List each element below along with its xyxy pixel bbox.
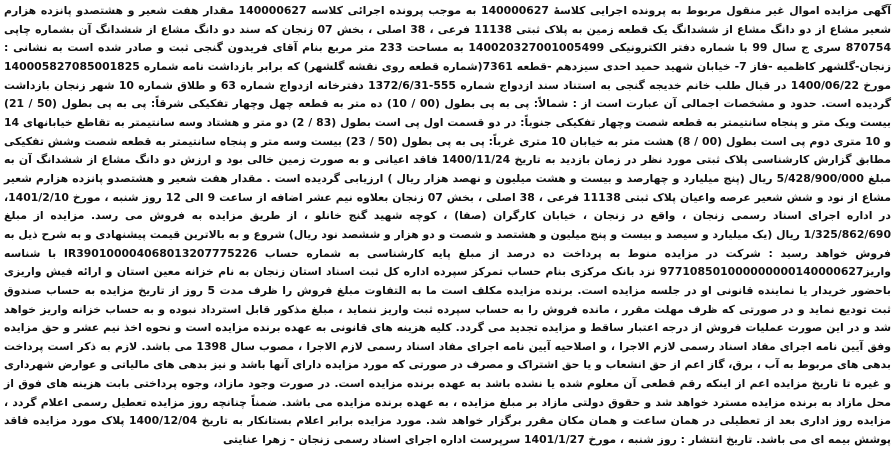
auction-notice: [4, 2, 891, 469]
notice-body: آگهی مزایده اموال غیر منقول مربوط به پرونده اجرایی کلاسهٔ 140000627 به موجب پرونده اجرائی کلاسه 140000627 مقدار هفت شعیر و هشتصدو پانزده هزارم شعیر مشاع از دو دانگ مشاع از ششدانگ یک قطعه زمین به پلاک ثبتی 11138 فرعی ، 38 اصلی ، بخش 07 زنجان که سند دو دانگ مشاع از ششدانگ آن بشماره چاپی 870754 سری ج سال 99 با شماره دفتر الکترونیکی 140020327001005499 به مساحت 233 متر مربع بنام آقای فریدون گنجی ثبت و صادر شده است به نشانی : زنجان-گلشهر کاظمیه -فاز 7- خیابان شهید حمید احدی سیزدهم -قطعه 7361(شماره قطعه روی نقشه گلشهر) که برابر بازداشت نامه شماره 140005827085001825 مورخ 1400/06/22 در قبال طلب خانم خدیجه گنجی به استناد سند ازدواج شماره 555-1372/6/31 دفترخانه ازدواج شماره 63 و طلاق شماره 10 شهر زنجان بازداشت گردیده است. حدود و مشخصات اجمالی آن عبارت است از : شمالاً: پی به پی بطول (00 / 10) ده متر به قطعه چهل وچهار تفکیکی شرقاً: پی به پی بطول (50 / 21) بیست ویک متر و پنجاه سانتیمتر به قطعه شصت وچهار تفکیکی جنوباً: در دو قسمت اول پی است بطول (83 / 2) دو متر و هشتاد وسه سانتیمتر به تقاطع خیابانهای 14 و 10 متری دوم پی است بطول (00 / 8) هشت متر به خیابان 10 متری غرباً: پی به پی بطول (50 / 23) بیست وسه متر و پنجاه سانتیمتر به قطعه شصت وشش تفکیکی مطابق گزارش کارشناسی پلاک ثبتی مورد نظر در زمان بازدید به تاریخ 1400/11/24 فاقد اعیانی و به صورت زمین خالی بود و ارزش دو دانگ مشاع از ششدانگ آن به مبلغ 5/428/900/000 ریال (پنج میلیارد و چهارصد و بیست و هشت میلیون و نهصد هزار ریال ) ارزیابی گردیده است . مقدار هفت شعیر و هشتصدو پانزده هزارم شعیر مشاع از نود و شش شعیر عرصه واعیان پلاک ثبتی 11138 فرعی ، 38 اصلی ، بخش 07 زنجان بعلاوه نیم عشر اضافه از ساعت 9 الی 12 روز شنبه ، مورخ 1401/2/10، در اداره اجرای اسناد رسمی زنجان ، واقع در زنجان ، خیابان کارگران (صفا) ، کوچه شهید گنج خانلو ، از طریق مزایده به فروش می رسد. مزایده از مبلغ 1/325/862/690 ریال (یک میلیارد و سیصد و بیست و پنج میلیون و هشتصد و شصت و دو هزار و ششصد نود ریال) شروع و به بالاترین قیمت پیشنهادی و به شرح ذیل به فروش خواهد رسید : شرکت در مزایده منوط به پرداخت ده درصد از مبلغ پایه کارشناسی به شماره حساب IR390100004068013207775226 با شناسه واریز977108501000000000140000627 نزد بانک مرکزی بنام حساب تمرکز سپرده اداره کل ثبت اسناد استان زنجان به نام خزانه معین استان و ارائه فیش واریزی باحضور خریدار یا نماینده قانونی او در جلسه مزایده است. برنده مزایده مکلف است ما به التفاوت مبلغ فروش را ظرف مدت 5 روز از تاریخ مزایده به حساب صندوق ثبت تودیع نماید و در صورتی که ظرف مهلت مقرر ، مانده فروش را به حساب سپرده ثبت واریز ننماید ، مبلغ مذکور قابل استرداد نبوده و به حساب خزانه واریز خواهد شد و در این صورت عملیات فروش از درجه اعتبار ساقط و مزایده تجدید می گردد. کلیه هزینه های قانونی به عهده برنده مزایده است و نحوه اخذ نیم عشر و حق مزایده وفق آیین نامه اجرای مفاد اسناد رسمی لازم الاجرا ، و اصلاحیه آیین نامه اجرای مفاد اسناد رسمی لازم الاجرا ، مصوب سال 1398 می باشد. لازم به ذکر است پرداخت بدهی های مربوط به آب ، برق، گاز اعم از حق انشعاب و یا حق اشتراک و مصرف در صورتی که مورد مزایده دارای آنها باشد و نیز بدهی های مالیاتی و عوارض شهرداری و غیره تا تاریخ مزایده اعم از اینکه رقم قطعی آن معلوم شده یا نشده باشد به عهده برنده مزایده است. در صورت وجود مازاد، وجوه پرداختی بابت هزینه های فوق از محل مازاد به برنده مزایده مسترد خواهد شد و حقوق دولتی مازاد بر مبلغ مزایده ، به عهده برنده مزایده می باشد. ضمناً چنانچه روز مزایده تعطیل رسمی اعلام گردد ، مزایده روز اداری بعد از تعطیلی در همان ساعت و همان مکان مقرر برگزار خواهد شد. مورد مزایده برابر اعلام بستانکار به تاریخ 1400/12/04 پلاک مورد مزایده فاقد پوشش بیمه ای می باشد. تاریخ انتشار : روز شنبه ، مورخ 1401/1/27 سرپرست اداره اجرای اسناد رسمی زنجان - زهرا عنایتی: [3, 4, 892, 447]
